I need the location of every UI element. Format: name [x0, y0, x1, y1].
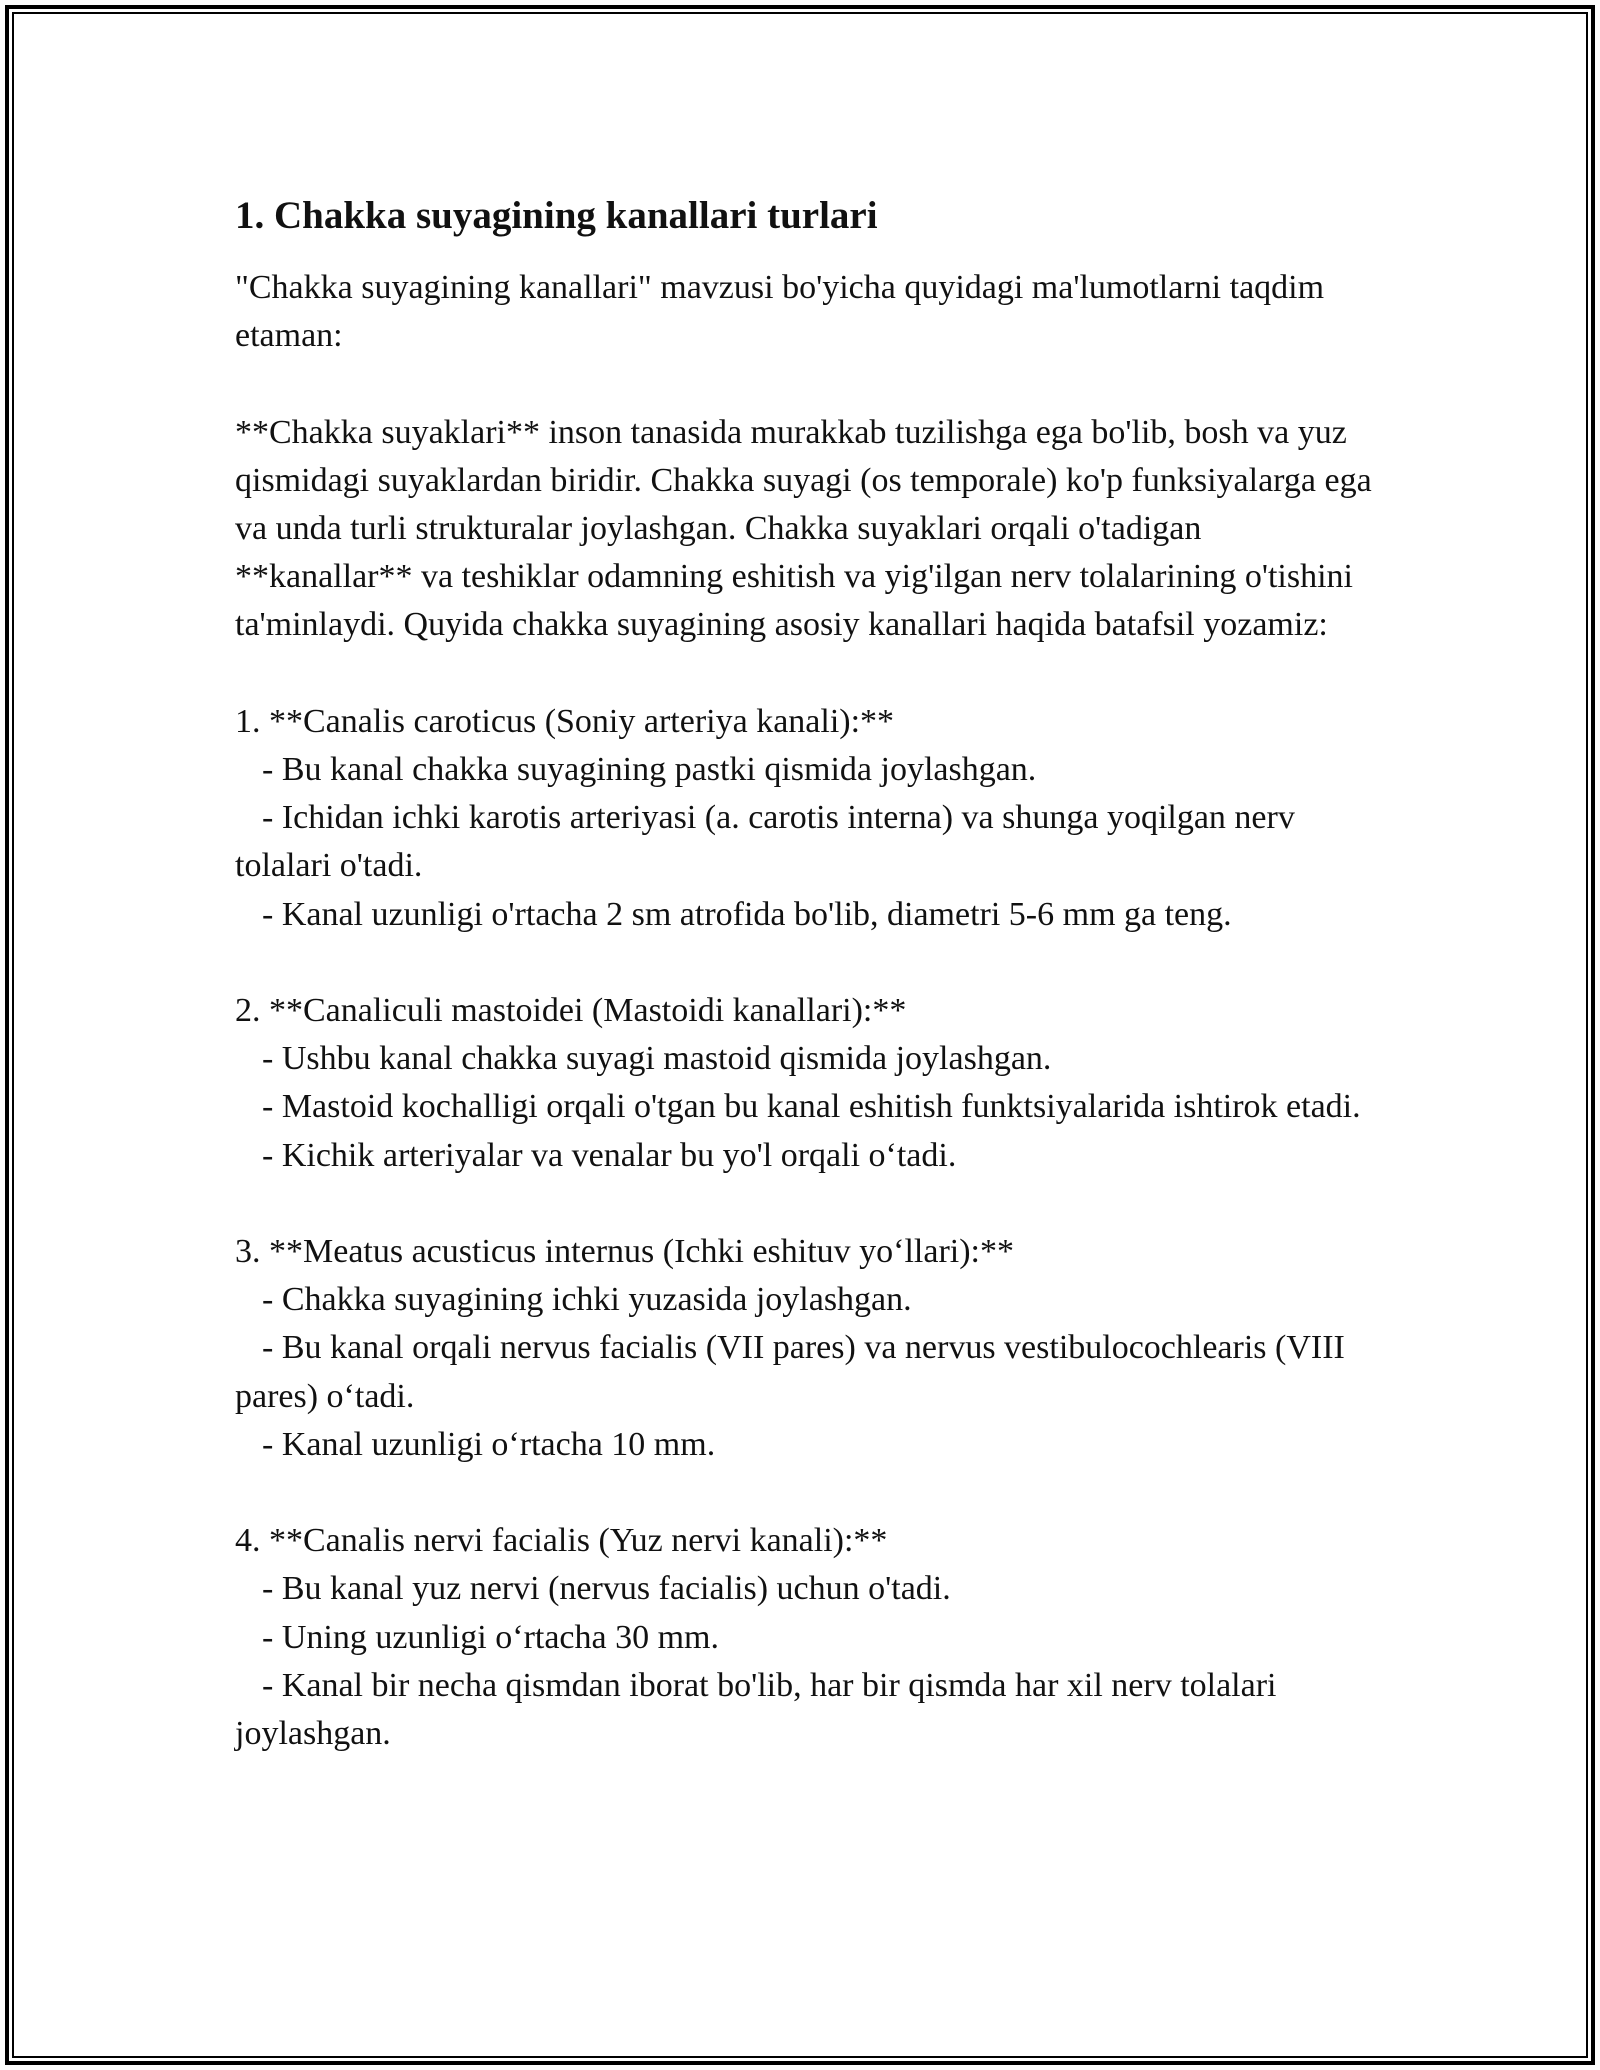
section-bullet: - Ushbu kanal chakka suyagi mastoid qismida joylashgan. — [262, 1040, 1052, 1078]
section-bullet: - Kichik arteriyalar va venalar bu yo'l orqali o‘tadi. — [262, 1136, 957, 1174]
section-bullet: - Mastoid kochalligi orqali o'tgan bu kanal eshitish funktsiyalarida ishtirok etadi. — [262, 1088, 1361, 1126]
paragraph-spacer — [235, 360, 1375, 408]
section-canalis-nervi-facialis — [235, 1517, 1375, 1758]
section-bullet: - Kanal uzunligi o'rtacha 2 sm atrofida bo'lib, diametri 5-6 mm ga teng. — [262, 895, 1232, 933]
section-canalis-caroticus — [235, 698, 1375, 939]
section-heading: 1. **Canalis caroticus (Soniy arteriya kanali):** — [235, 702, 895, 740]
section-bullet: - Kanal uzunligi o‘rtacha 10 mm. — [262, 1425, 716, 1463]
section-canaliculi-mastoidei — [235, 987, 1375, 1180]
document-body — [235, 188, 1381, 1758]
document-title: 1. Chakka suyagining kanallari turlari — [235, 194, 878, 237]
paragraph-spacer — [235, 1469, 1375, 1517]
section-bullet: - Bu kanal yuz nervi (nervus facialis) uchun o'tadi. — [262, 1570, 951, 1608]
section-bullet: - Bu kanal orqali nervus facialis (VII pares) va nervus vestibulocochlearis (VIII pares) o‘tadi. — [235, 1329, 1354, 1415]
paragraph-spacer — [235, 650, 1375, 698]
section-heading: 2. **Canaliculi mastoidei (Mastoidi kanallari):** — [235, 992, 907, 1029]
intro-paragraph: "Chakka suyagining kanallari" mavzusi bo'yicha quyidagi ma'lumotlarni taqdim etaman: — [235, 269, 1333, 355]
section-meatus-acusticus-internus — [235, 1228, 1375, 1469]
section-bullet: - Chakka suyagining ichki yuzasida joylashgan. — [262, 1281, 912, 1319]
paragraph-spacer — [235, 939, 1375, 987]
section-heading: 4. **Canalis nervi facialis (Yuz nervi kanali):** — [235, 1522, 888, 1560]
section-bullet: - Kanal bir necha qismdan iborat bo'lib, har bir qismda har xil nerv tolalari joylashgan. — [235, 1666, 1285, 1753]
overview-paragraph: **Chakka suyaklari** inson tanasida murakkab tuzilishga ega bo'lib, bosh va yuz qismidagi suyaklardan biridir. Chakka suyagi (os temporale) ko'p funksiyalarga ega va unda turli strukturalar joylashgan. Chakka suyaklari orqali o'tadigan **kanallar** va teshiklar odamning eshitish va yig'ilgan nerv tolalarining o'tishini ta'minlaydi. Quyida chakka suyagining asosiy kanallari haqida batafsil yozamiz: — [235, 413, 1381, 644]
section-bullet: - Uning uzunligi o‘rtacha 30 mm. — [262, 1618, 720, 1656]
section-heading: 3. **Meatus acusticus internus (Ichki eshituv yo‘llari):** — [235, 1233, 1014, 1270]
section-bullet: - Ichidan ichki karotis arteriyasi (a. carotis interna) va shunga yoqilgan nerv tolalari o'tadi. — [235, 799, 1304, 885]
section-bullet: - Bu kanal chakka suyagining pastki qismida joylashgan. — [262, 751, 1037, 788]
paragraph-spacer — [235, 1180, 1375, 1228]
